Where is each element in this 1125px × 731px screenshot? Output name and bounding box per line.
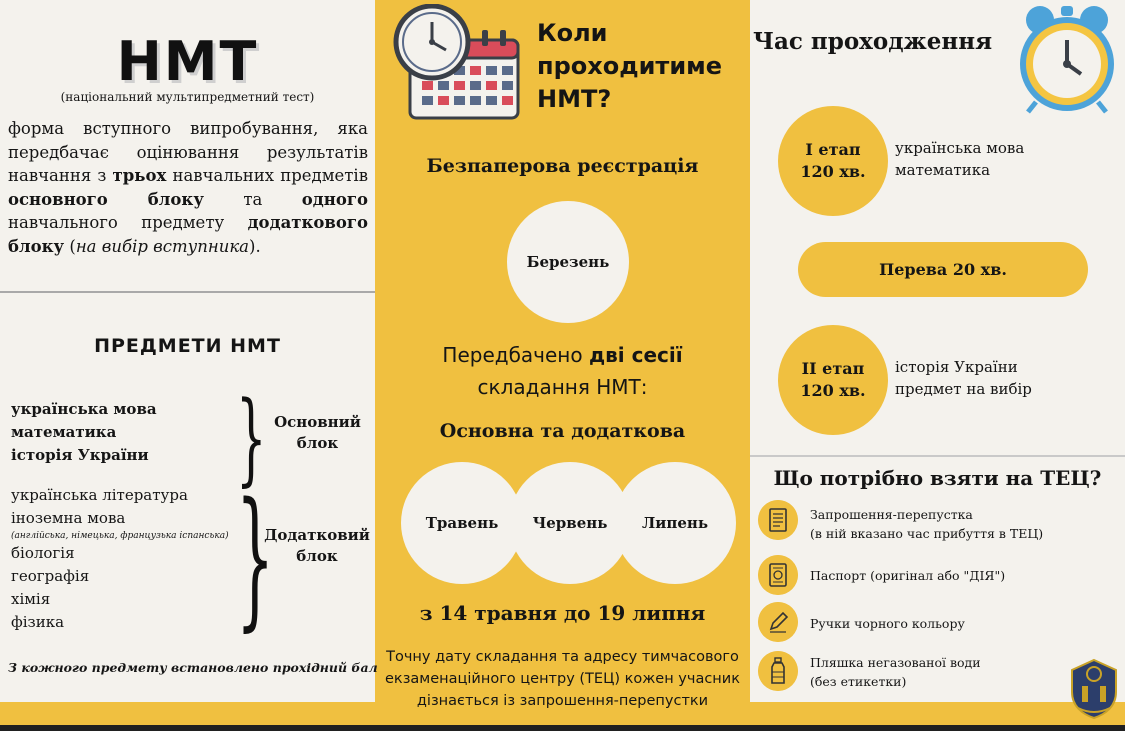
desc-bold-three: трьох	[112, 166, 167, 185]
passport-icon	[758, 555, 798, 595]
water-bottle-icon	[758, 651, 798, 691]
note-line: дізнається із запрошення-перепустки	[416, 693, 709, 709]
month-circle-may	[401, 462, 523, 584]
main-block-label	[265, 412, 370, 454]
stage-subject: історія України	[895, 358, 1018, 376]
bottom-edge	[0, 725, 1125, 731]
note-line: Точну дату складання та адресу тимчасового	[386, 649, 739, 665]
exact-date-note	[375, 646, 750, 712]
desc-text: ).	[249, 236, 261, 256]
extra-subjects-list	[11, 484, 229, 634]
alarm-clock-icon	[1014, 2, 1120, 114]
month-label: Липень	[641, 514, 709, 532]
tec-item-invitation	[810, 505, 1043, 543]
desc-text: (	[64, 236, 76, 256]
calendar-clock-icon	[392, 4, 528, 124]
break-label: Перева 20 хв.	[879, 260, 1007, 279]
tec-item-pens	[810, 614, 965, 633]
section-divider	[750, 455, 1125, 457]
document-icon	[758, 500, 798, 540]
desc-bold-one: одного	[301, 189, 368, 209]
subjects-heading: ПРЕДМЕТИ НМТ	[94, 335, 281, 357]
when-title-line: проходитиме	[537, 52, 723, 80]
stage2-subjects	[895, 356, 1032, 400]
break-pill	[798, 242, 1088, 297]
stage-name: I етап	[805, 140, 861, 159]
subject-item: біологія	[11, 544, 75, 562]
extra-block-label	[258, 525, 376, 567]
desc-text: навчального предмету	[8, 213, 248, 232]
registration-month-circle	[507, 201, 629, 323]
block-label-line: Додатковий	[264, 526, 370, 544]
desc-text: навчальних предметів	[166, 166, 369, 185]
desc-text: та	[203, 189, 302, 209]
subject-item: українська мова	[11, 400, 157, 418]
block-label-line: блок	[296, 434, 339, 452]
item-line: (в ній вказано час прибуття в ТЕЦ)	[810, 526, 1044, 541]
when-title-line: НМТ?	[537, 85, 612, 113]
tec-title: Що потрібно взяти на ТЕЦ?	[773, 466, 1102, 490]
sessions-text	[375, 343, 750, 367]
sessions-text-part: Передбачено	[442, 343, 589, 367]
brace-icon: }	[236, 470, 275, 646]
duration-title: Час проходження	[753, 28, 993, 55]
subject-item: географія	[11, 567, 90, 585]
note-line: екзаменаційного центру (ТЕЦ) кожен учасник	[385, 671, 740, 687]
stage-time: 120 хв.	[800, 381, 866, 400]
item-line: Паспорт (оригінал або "ДІЯ")	[810, 568, 1006, 583]
stage-subject: українська мова	[895, 139, 1025, 157]
desc-bold-main-block: основного блоку	[8, 189, 204, 209]
desc-bold-extra-block: додаткового блоку	[8, 213, 368, 256]
item-line: Пляшка негазованої води	[810, 655, 981, 670]
sessions-bold: дві сесії	[588, 343, 683, 367]
stage2-circle	[778, 325, 888, 435]
section-divider	[0, 291, 375, 293]
desc-italic-choice: на вибір вступника	[75, 236, 250, 256]
subject-item: хімія	[11, 590, 51, 608]
stage-time: 120 хв.	[800, 162, 866, 181]
brace-icon: }	[236, 380, 267, 497]
stage-subject: математика	[895, 161, 991, 179]
when-title-line: Коли	[537, 19, 608, 47]
month-label: Травень	[425, 514, 499, 532]
subject-item: іноземна мова	[11, 509, 126, 527]
stage-subject: предмет на вибір	[895, 380, 1032, 398]
sessions-text-line2: складання НМТ:	[477, 375, 648, 399]
month-circle-july	[614, 462, 736, 584]
subject-item: математика	[11, 423, 117, 441]
stage1-subjects	[895, 137, 1024, 181]
sessions-types: Основна та додаткова	[439, 420, 686, 442]
stage1-circle	[778, 106, 888, 216]
pass-score-note: З кожного предмету встановлено прохідний бал	[8, 660, 378, 675]
subject-item: фізика	[11, 613, 65, 631]
item-line: Ручки чорного кольору	[810, 616, 965, 631]
desc-text: форма вступного випробування, яка передбачає оцінювання результатів навчання з	[8, 119, 368, 185]
month-circle-june	[509, 462, 631, 584]
pen-icon	[758, 602, 798, 642]
month-label: Червень	[532, 514, 608, 532]
tec-item-passport	[810, 566, 1005, 585]
block-label-line: блок	[296, 547, 338, 565]
subject-item: українська література	[11, 486, 188, 504]
nmt-subtitle: (національний мультипредметний тест)	[60, 90, 315, 104]
nmt-title: НМТ	[116, 30, 259, 93]
tec-item-water	[810, 653, 981, 691]
main-subjects-list	[11, 398, 157, 467]
item-line: (без етикетки)	[810, 674, 907, 689]
date-range: з 14 травня до 19 липня	[419, 601, 706, 625]
nmt-description	[8, 117, 368, 258]
stage-name: II етап	[801, 359, 865, 378]
emblem-icon	[1068, 658, 1120, 720]
when-title	[537, 17, 722, 116]
subject-item: історія України	[11, 446, 149, 464]
block-label-line: Основний	[274, 413, 361, 431]
registration-month: Березень	[526, 253, 610, 271]
languages-note: (англійська, німецька, французька іспанська)	[11, 531, 229, 541]
registration-title: Безпаперова реєстрація	[426, 155, 699, 177]
item-line: Запрошення-перепустка	[810, 507, 973, 522]
